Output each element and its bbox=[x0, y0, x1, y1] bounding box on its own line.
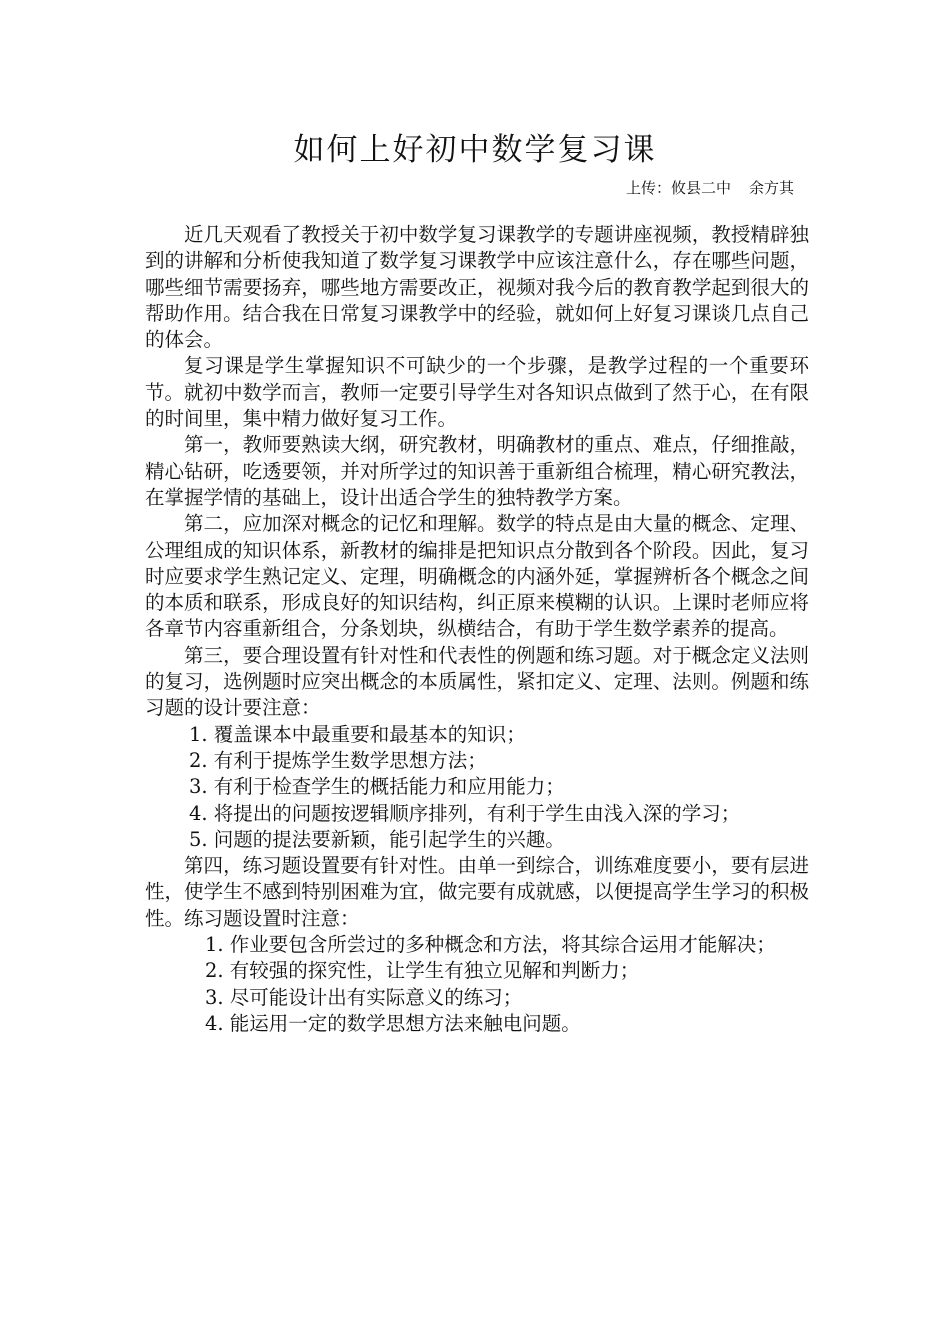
document-title: 如何上好初中数学复习课 bbox=[293, 132, 657, 168]
list-item: 3. 尽可能设计出有实际意义的练习； bbox=[205, 985, 523, 1009]
list-item: 3. 有利于检查学生的概括能力和应用能力； bbox=[189, 775, 565, 799]
document-body bbox=[145, 222, 809, 1037]
paragraph: 第二，应加深对概念的记忆和理解。数学的特点是由大量的概念、定理、公理组成的知识体系，新教材的编排是把知识点分散到各个阶段。因此，复习时应要求学生熟记定义、定理，明确概念的内涵外延，掌握辨析各个概念之间的本质和联系，形成良好的知识结构，纠正原来模糊的认识。上课时老师应将各章节内容重新组合，分条划块，纵横结合，有助于学生数学素养的提高。 bbox=[145, 512, 809, 641]
paragraph: 第三，要合理设置有针对性和代表性的例题和练习题。对于概念定义法则的复习，选例题时应突出概念的本质属性，紧扣定义、定理、法则。例题和练习题的设计要注意： bbox=[145, 643, 809, 720]
list-item: 5. 问题的提法要新颖，能引起学生的兴趣。 bbox=[189, 827, 565, 851]
author-name: 余方其 bbox=[748, 179, 794, 197]
paragraph: 复习课是学生掌握知识不可缺少的一个步骤，是教学过程的一个重要环节。就初中数学而言，教师一定要引导学生对各知识点做到了然于心，在有限的时间里，集中精力做好复习工作。 bbox=[145, 354, 809, 431]
list-item: 2. 有利于提炼学生数学思想方法； bbox=[189, 748, 487, 772]
list-item: 4. 将提出的问题按逻辑顺序排列，有利于学生由浅入深的学习； bbox=[189, 801, 741, 825]
list-item: 4. 能运用一定的数学思想方法来触电问题。 bbox=[205, 1011, 581, 1035]
list-item: 2. 有较强的探究性，让学生有独立见解和判断力； bbox=[205, 959, 640, 983]
list-item: 1. 覆盖课本中最重要和最基本的知识； bbox=[189, 722, 526, 746]
author-line bbox=[0, 178, 794, 198]
example-guidelines-list bbox=[145, 722, 809, 853]
paragraph: 第一，教师要熟读大纲，研究教材，明确教材的重点、难点，仔细推敲，精心钻研，吃透要领，并对所学过的知识善于重新组合梳理，精心研究教法，在掌握学情的基础上，设计出适合学生的独特教学方案。 bbox=[145, 433, 809, 509]
list-item: 1. 作业要包含所尝过的多种概念和方法，将其综合运用才能解决； bbox=[205, 933, 776, 957]
paragraph: 近几天观看了教授关于初中数学复习课教学的专题讲座视频，教授精辟独到的讲解和分析使我知道了数学复习课教学中应该注意什么，存在哪些问题，哪些细节需要扬弃，哪些地方需要改正，视频对我今后的教育教学起到很大的帮助作用。结合我在日常复习课教学中的经验，就如何上好复习课谈几点自己的体会。 bbox=[145, 223, 809, 352]
paragraph: 第四，练习题设置要有针对性。由单一到综合，训练难度要小，要有层进性，使学生不感到特别困难为宜，做完要有成就感，以便提高学生学习的积极性。练习题设置时注意： bbox=[145, 854, 809, 930]
exercise-guidelines-list bbox=[145, 932, 809, 1037]
author-label: 上传：攸县二中 bbox=[625, 179, 731, 197]
